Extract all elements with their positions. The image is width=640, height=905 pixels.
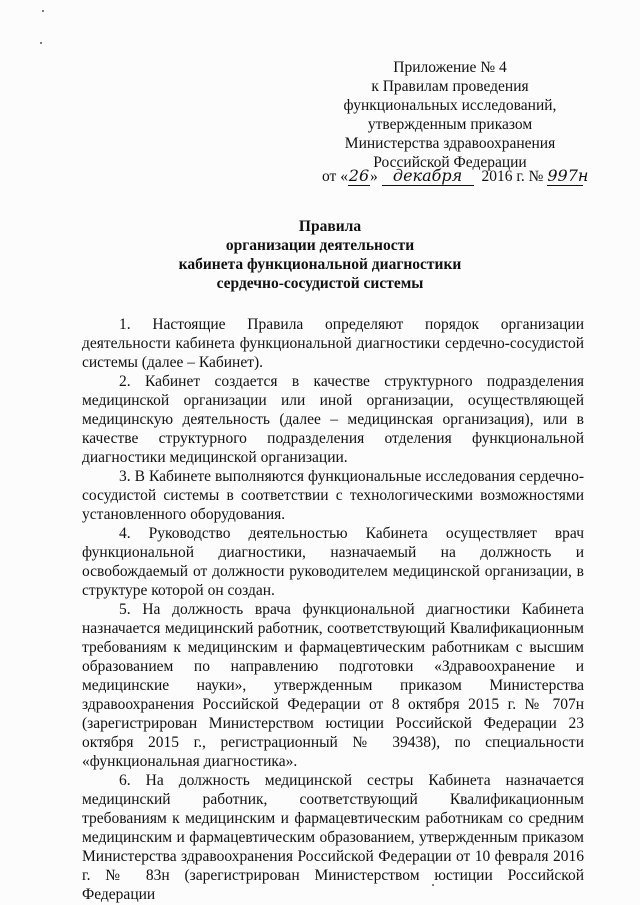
- date-year: 2016 г. №: [481, 168, 544, 185]
- appendix-line: функциональных исследований,: [343, 97, 557, 114]
- date-quote-close: »: [369, 168, 378, 185]
- scan-speck: [40, 42, 42, 44]
- appendix-line: Министерства здравоохранения: [344, 135, 556, 152]
- document-title: [0, 217, 640, 293]
- paragraph-2: 2. Кабинет создается в качестве структурного подразделения медицинской организации или иной организации, осуществляющей медицинскую деятельность (далее – медицинская организация), или в качестве структурного подразделения отделения функциональной диагностики медицинской организации.: [82, 373, 584, 466]
- title-line: организации деятельности: [225, 237, 415, 254]
- paragraph-4: 4. Руководство деятельностью Кабинета осуществляет врач функциональной диагностики, назначаемый на должность и освобождаемый от должности руководителем медицинской организации, в структуре которой он создан.: [82, 525, 584, 599]
- appendix-header: [300, 58, 600, 172]
- handwritten-order-number: 997н: [547, 166, 589, 185]
- appendix-line: Российской Федерации: [373, 154, 527, 171]
- title-line: сердечно-сосудистой системы: [216, 275, 424, 292]
- date-prefix: от «: [322, 168, 348, 185]
- appendix-line: Приложение № 4: [393, 59, 507, 76]
- appendix-line: к Правилам проведения: [371, 78, 529, 95]
- handwritten-month: декабря: [382, 166, 474, 186]
- document-body: [82, 315, 584, 904]
- handwritten-day: 26: [348, 166, 370, 185]
- scan-speck: [42, 10, 44, 12]
- appendix-line: утвержденным приказом: [367, 116, 533, 133]
- title-line: кабинета функциональной диагностики: [178, 256, 462, 273]
- order-date-line: [322, 166, 589, 186]
- paragraph-3: 3. В Кабинете выполняются функциональные исследования сердечно-сосудистой системы в соответствии с технологическими возможностями установленного оборудования.: [82, 468, 584, 523]
- paragraph-5: 5. На должность врача функциональной диагностики Кабинета назначается медицинский работник, соответствующий Квалификационным требованиям к медицинским и фармацевтическим работникам с высшим образованием по направлению подготовки «Здравоохранение и медицинские науки», утвержденным приказом Министерства здравоохранения Российской Федерации от 8 октября 2015 г. № 707н (зарегистрирован Министерством юстиции Российской Федерации 23 октября 2015 г., регистрационный № 39438), по специальности «функциональная диагностика».: [82, 601, 584, 770]
- paragraph-6: 6. На должность медицинской сестры Кабинета назначается медицинский работник, соответствующий Квалификационным требованиям к медицинским и фармацевтическим работникам со средним медицинским и фармацевтическим образованием, утвержденным приказом Министерства здравоохранения Российской Федерации от 10 февраля 2016 г. № 83н (зарегистрирован Министерством юстиции Российской Федерации: [82, 772, 584, 903]
- paragraph-1: 1. Настоящие Правила определяют порядок организации деятельности кабинета функциональной диагностики сердечно-сосудистой системы (далее – Кабинет).: [82, 316, 584, 371]
- title-line: Правила: [298, 218, 362, 235]
